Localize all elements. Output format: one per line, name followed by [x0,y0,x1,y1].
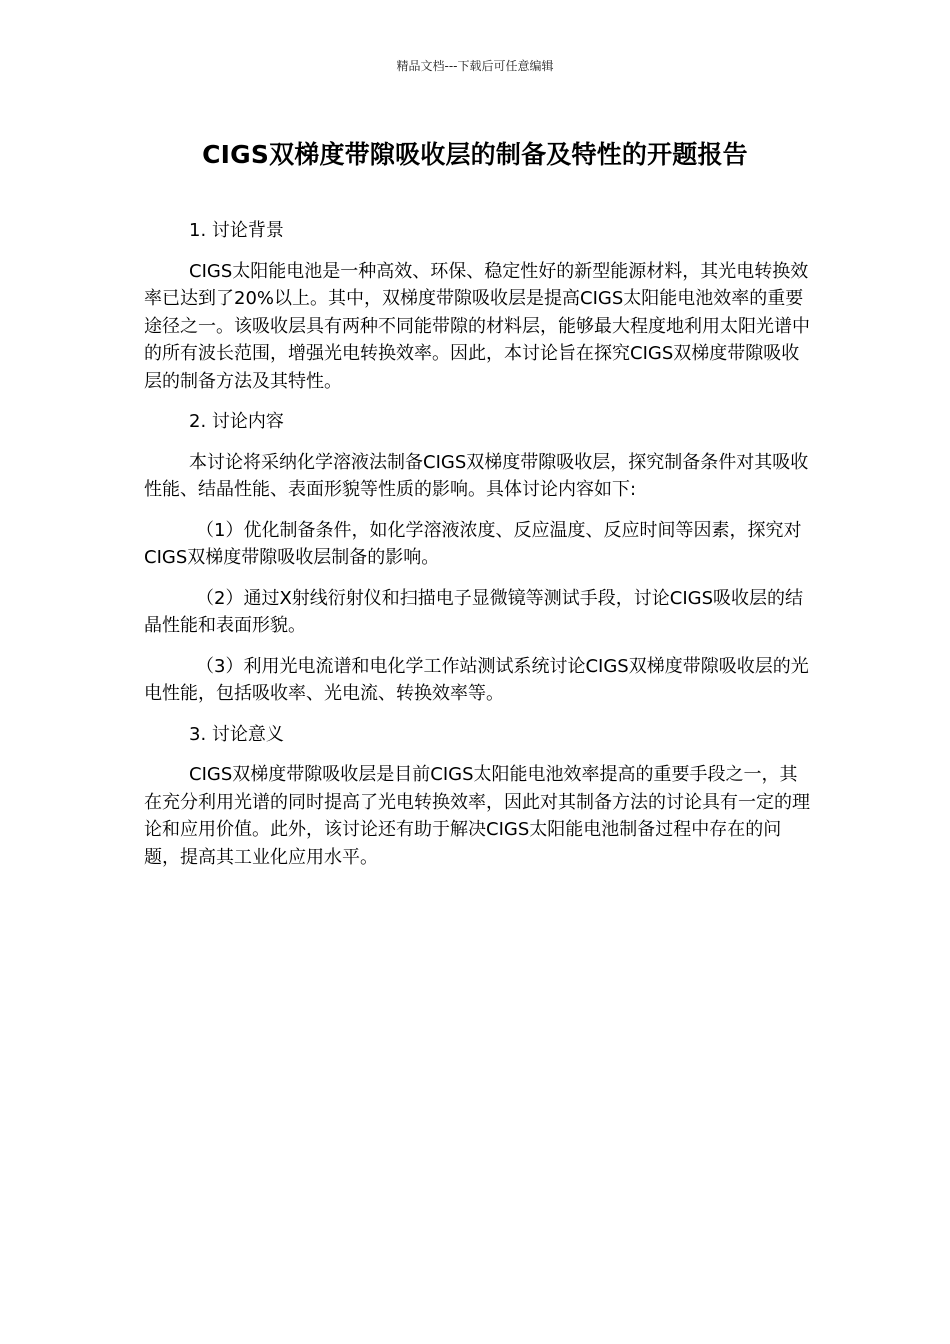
section-content [144,408,814,708]
section-heading: 2. 讨论内容 [189,411,284,432]
list-item: （1）优化制备条件，如化学溶液浓度、反应温度、反应时间等因素，探究对CIGS双梯度带隙吸收层制备的影响。 [144,519,802,568]
section-significance [144,721,814,872]
list-item: （2）通过X射线衍射仪和扫描电子显微镜等测试手段，讨论CIGS吸收层的结晶性能和表面形貌。 [144,587,804,636]
section-paragraph: CIGS双梯度带隙吸收层是目前CIGS太阳能电池效率提高的重要手段之一，其在充分利用光谱的同时提高了光电转换效率，因此对其制备方法的讨论具有一定的理论和应用价值。此外，该讨论还有助于解决CIGS太阳能电池制备过程中存在的问题，提高其工业化应用水平。 [144,764,810,868]
section-background [144,217,814,395]
section-paragraph: CIGS太阳能电池是一种高效、环保、稳定性好的新型能源材料，其光电转换效率已达到了20%以上。其中，双梯度带隙吸收层是提高CIGS太阳能电池效率的重要途径之一。该吸收层具有两种不同能带隙的材料层，能够最大程度地利用太阳光谱中的所有波长范围，增强光电转换效率。因此，本讨论旨在探究CIGS双梯度带隙吸收层的制备方法及其特性。 [144,260,810,392]
section-paragraph: 本讨论将采纳化学溶液法制备CIGS双梯度带隙吸收层，探究制备条件对其吸收性能、结晶性能、表面形貌等性质的影响。具体讨论内容如下: [144,451,809,500]
section-heading: 3. 讨论意义 [189,723,284,745]
list-item: （3）利用光电流谱和电化学工作站测试系统讨论CIGS双梯度带隙吸收层的光电性能，包括吸收率、光电流、转换效率等。 [144,655,809,704]
section-heading: 1. 讨论背景 [189,220,284,241]
document-title: CIGS双梯度带隙吸收层的制备及特性的开题报告 [202,140,748,169]
document-body [144,217,814,884]
page-header: 精品文档---下载后可任意编辑 [396,59,554,73]
